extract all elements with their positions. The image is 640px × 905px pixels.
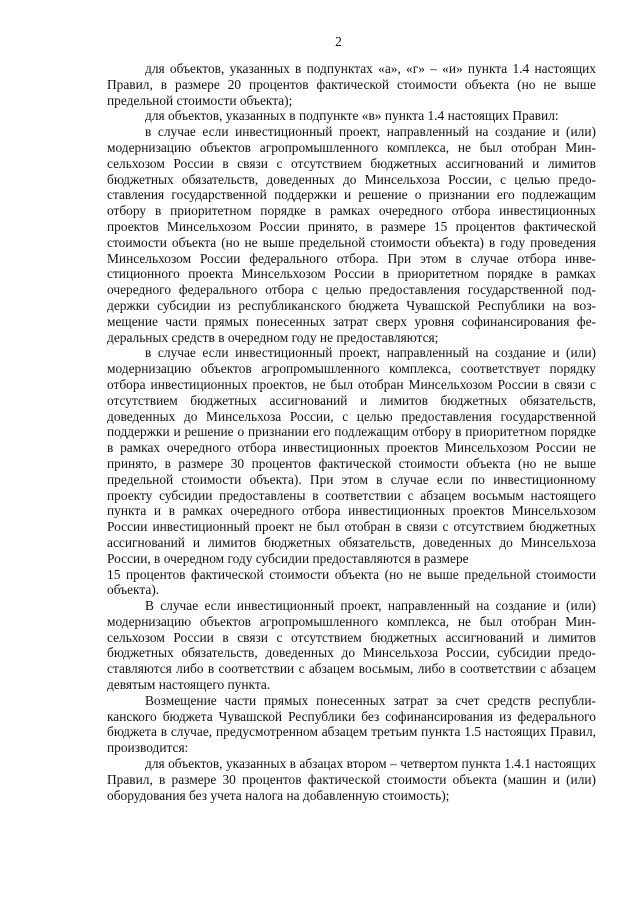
paragraph-subpoints-a-g-i: для объектов, указанных в подпунктах «а», «г» – «и» пункта 1.4 настоящих Правил, в размере 20 процентов фактической стоимости объекта (но не выше предельной стоимости объекта); [107,61,596,108]
paragraph-subsidy-alternatives: В случае если инвестиционный проект, направленный на создание и (или) модернизацию объектов агропромышленного комплекса, не был отобран Минсельхозом России в связи с отсутствием бюджетных ассигнований и лимитов бюджетных обязательств, доведенных до Минсельхоза России, субсидии предоставляются либо в соответствии с абзацем восьмым, либо в соответствии с абзацем девятым настоящего пункта. [107,598,596,693]
paragraph-project-not-selected-priority: в случае если инвестиционный проект, направленный на создание и (или) модернизацию объектов агропромышленного комплекса, не был отобран Минсельхозом России в связи с отсутствием бюджетных ассигнований и лимитов бюджетных обязательств, доведенных до Минсельхоза России, с целью предоставления государственной поддержки и решение о признании его подлежащим отбору в приоритетном порядке в рамках очередного отбора инвестиционных проектов Минсельхозом России принято, в размере 15 процентов фактической стоимости объекта (но не выше предельной стоимости объекта) в году проведения Минсельхозом России федерального отбора. При этом в случае отбора инвестиционного проекта Минсельхозом России в приоритетном порядке в рамках очередного федерального отбора с целью предоставления государственной поддержки субсидии из республиканского бюджета Чувашской Республики на возмещение части прямых понесенных затрат сверх уровня софинансирования федеральных средств в очередном году не предоставляются; [107,124,596,345]
paragraph-project-meets-selection-order: в случае если инвестиционный проект, направленный на создание и (или) модернизацию объектов агропромышленного комплекса, соответствует порядку отбора инвестиционных проектов, не был отобран Минсельхозом России в связи с отсутствием бюджетных ассигнований и лимитов бюджетных обязательств, доведенных до Минсельхоза России, с целью предоставления государственной поддержки и решение о признании его подлежащим отбору в приоритетном порядке в рамках очередного отбора инвестиционных проектов Минсельхозом России не принято, в размере 30 процентов фактической стоимости объекта (но не выше предельной стоимости объекта). При этом в случае если по инвестиционному проекту субсидии предоставлены в соответствии с абзацем восьмым настоящего пункта и в рамках очередного отбора инвестиционных проектов Минсельхозом России инвестиционный проект не был отобран в связи с отсутствием бюджетных ассигнований и лимитов бюджетных обязательств, доведенных до Минсельхоза России, в очередном году субсидии предоставляются в размере [107,345,596,566]
page-number: 2 [335,34,342,49]
paragraph-objects-1-4-1: для объектов, указанных в абзацах втором – четвертом пункта 1.4.1 настоящих Правил, в размере 30 процентов фактической стоимости объекта (машин и (или) оборудования без учета налога на добавленную стоимость); [107,756,596,803]
paragraph-fifteen-percent: 15 процентов фактической стоимости объекта (но не выше предельной стоимости объекта). [107,566,596,598]
paragraph-reimbursement-without-cofinancing: Возмещение части прямых понесенных затрат за счет средств республиканского бюджета Чувашской Республики без софинансирования из федерального бюджета в случае, предусмотренном абзацем третьим пункта 1.5 настоящих Правил, производится: [107,692,596,756]
paragraph-subpoint-v: для объектов, указанных в подпункте «в» пункта 1.4 настоящих Правил: [145,108,559,124]
